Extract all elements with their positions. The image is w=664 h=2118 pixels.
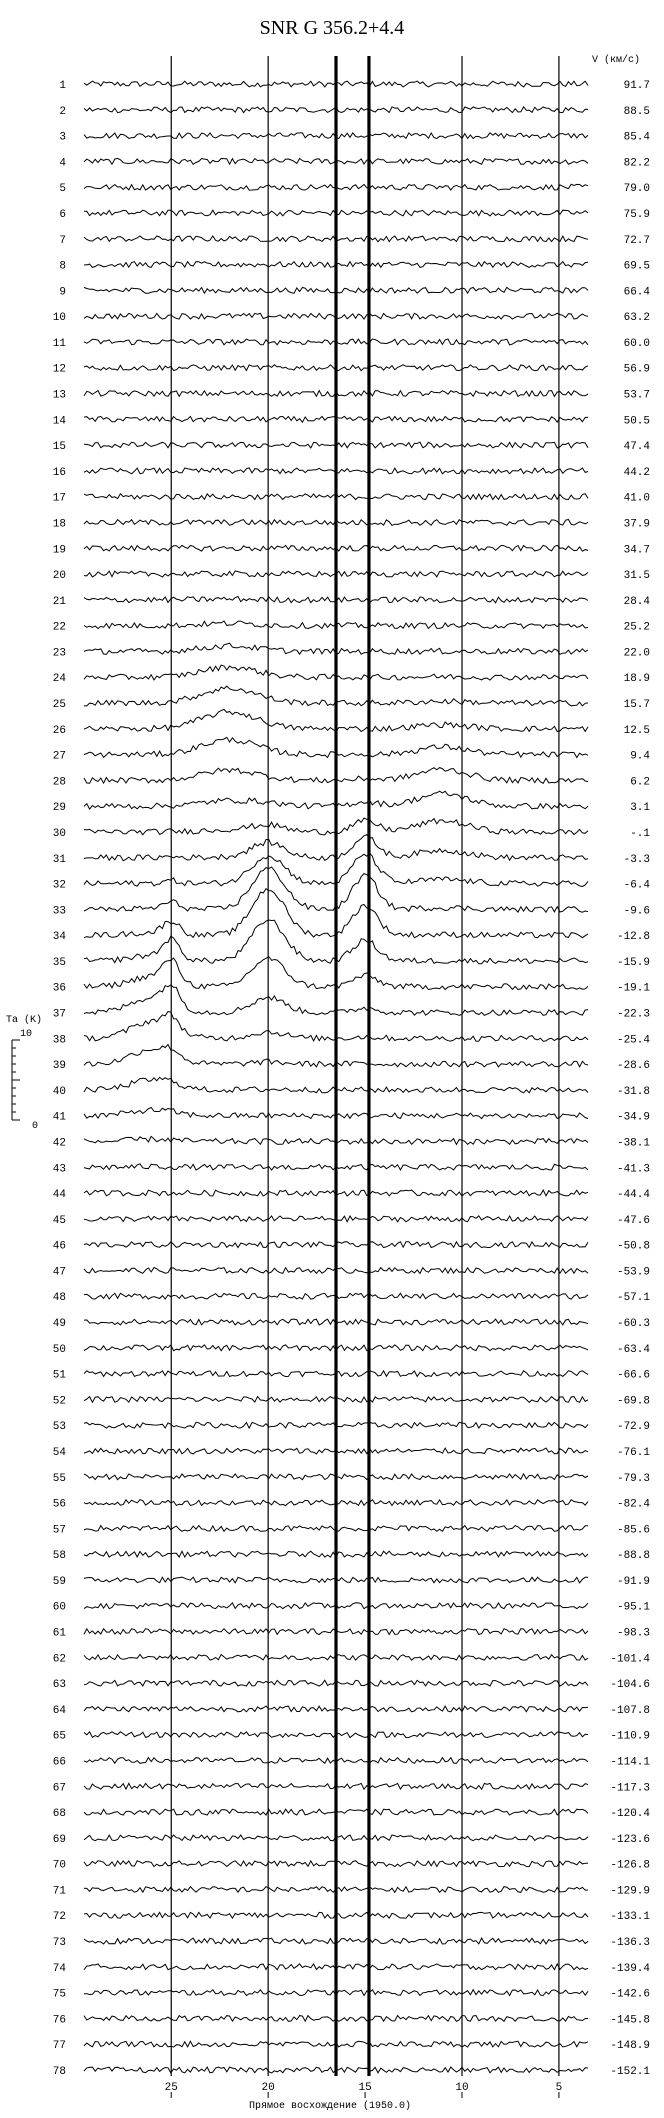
velocity-label-72: -133.1 <box>610 1911 650 1924</box>
velocity-label-43: -41.3 <box>616 1163 650 1176</box>
velocity-label-35: -15.9 <box>616 956 650 969</box>
row-label-41: 41 <box>52 1111 66 1124</box>
row-label-77: 77 <box>52 2040 66 2053</box>
velocity-label-48: -57.1 <box>616 1292 650 1305</box>
row-label-64: 64 <box>52 1704 66 1717</box>
row-label-53: 53 <box>52 1421 66 1434</box>
row-label-28: 28 <box>52 776 66 789</box>
row-label-36: 36 <box>52 982 66 995</box>
velocity-label-58: -88.8 <box>616 1550 650 1563</box>
velocity-label-55: -79.3 <box>616 1472 650 1485</box>
row-label-73: 73 <box>52 1937 66 1950</box>
row-label-72: 72 <box>52 1911 66 1924</box>
velocity-label-49: -60.3 <box>616 1318 650 1331</box>
velocity-label-17: 41.0 <box>623 492 650 505</box>
row-label-27: 27 <box>52 750 66 763</box>
row-label-75: 75 <box>52 1988 66 2001</box>
row-label-71: 71 <box>52 1885 66 1898</box>
velocity-label-78: -152.1 <box>610 2066 650 2078</box>
velocity-label-62: -101.4 <box>610 1653 650 1666</box>
velocity-label-67: -117.3 <box>610 1782 650 1795</box>
row-label-23: 23 <box>52 647 66 660</box>
row-label-46: 46 <box>52 1240 66 1253</box>
velocity-label-52: -69.8 <box>616 1395 650 1408</box>
velocity-label-1: 91.7 <box>623 80 650 92</box>
row-label-1: 1 <box>59 80 66 92</box>
velocity-label-60: -95.1 <box>616 1601 650 1614</box>
velocity-label-73: -136.3 <box>610 1937 650 1950</box>
velocity-label-61: -98.3 <box>616 1627 650 1640</box>
row-label-52: 52 <box>52 1395 66 1408</box>
row-label-24: 24 <box>52 673 66 686</box>
x-axis <box>165 2082 563 2098</box>
velocity-label-66: -114.1 <box>610 1756 650 1769</box>
row-label-16: 16 <box>52 466 66 479</box>
velocity-label-38: -25.4 <box>616 1034 650 1047</box>
row-label-42: 42 <box>52 1137 66 1150</box>
chart-title: SNR G 356.2+4.4 <box>259 17 405 39</box>
velocity-label-2: 88.5 <box>623 105 650 118</box>
velocity-label-68: -120.4 <box>610 1808 650 1821</box>
row-label-6: 6 <box>59 208 66 221</box>
row-label-26: 26 <box>52 724 66 737</box>
row-label-63: 63 <box>52 1679 66 1692</box>
velocity-label-19: 34.7 <box>623 544 650 557</box>
velocity-label-34: -12.8 <box>616 931 650 944</box>
velocity-label-70: -126.8 <box>610 1859 650 1872</box>
row-label-11: 11 <box>52 337 66 350</box>
velocity-label-3: 85.4 <box>623 131 650 144</box>
row-label-18: 18 <box>52 518 66 531</box>
row-label-22: 22 <box>52 621 66 634</box>
velocity-header: V (км/с) <box>591 55 640 66</box>
row-label-60: 60 <box>52 1601 66 1614</box>
row-label-56: 56 <box>52 1498 66 1511</box>
row-label-74: 74 <box>52 1962 66 1975</box>
x-tick-label-5: 5 <box>555 2082 563 2094</box>
row-label-31: 31 <box>52 853 66 866</box>
velocity-labels <box>610 80 650 2078</box>
velocity-label-20: 31.5 <box>623 570 650 583</box>
velocity-label-10: 63.2 <box>623 312 650 325</box>
row-label-65: 65 <box>52 1730 66 1743</box>
velocity-label-33: -9.6 <box>623 905 650 918</box>
row-label-57: 57 <box>52 1524 66 1537</box>
row-label-58: 58 <box>52 1550 66 1563</box>
velocity-label-42: -38.1 <box>616 1137 650 1150</box>
row-label-30: 30 <box>52 827 66 840</box>
row-label-43: 43 <box>52 1163 66 1176</box>
ta-scale-top: 10 <box>20 1029 33 1040</box>
row-label-70: 70 <box>52 1859 66 1872</box>
row-label-54: 54 <box>52 1446 66 1459</box>
velocity-label-53: -72.9 <box>616 1421 650 1434</box>
velocity-label-21: 28.4 <box>623 595 650 608</box>
velocity-label-56: -82.4 <box>616 1498 650 1511</box>
velocity-label-54: -76.1 <box>616 1446 650 1459</box>
velocity-label-69: -123.6 <box>610 1833 650 1846</box>
row-label-15: 15 <box>52 441 66 454</box>
ta-scale-bottom: 0 <box>32 1121 39 1132</box>
row-label-55: 55 <box>52 1472 66 1485</box>
ta-scale-bar <box>6 1014 42 1132</box>
velocity-label-40: -31.8 <box>616 1085 650 1098</box>
row-label-45: 45 <box>52 1214 66 1227</box>
velocity-label-50: -63.4 <box>616 1343 650 1356</box>
row-label-7: 7 <box>59 234 66 247</box>
velocity-label-47: -53.9 <box>616 1266 650 1279</box>
velocity-label-76: -145.8 <box>610 2014 650 2027</box>
row-label-69: 69 <box>52 1833 66 1846</box>
velocity-label-36: -19.1 <box>616 982 650 995</box>
velocity-label-65: -110.9 <box>610 1730 650 1743</box>
velocity-label-29: 3.1 <box>630 802 650 815</box>
velocity-label-12: 56.9 <box>623 363 650 376</box>
row-label-3: 3 <box>59 131 66 144</box>
row-label-32: 32 <box>52 879 66 892</box>
velocity-label-5: 79.0 <box>623 183 650 196</box>
row-label-35: 35 <box>52 956 66 969</box>
velocity-label-63: -104.6 <box>610 1679 650 1692</box>
row-label-19: 19 <box>52 544 66 557</box>
x-tick-label-10: 10 <box>455 2082 469 2094</box>
row-label-48: 48 <box>52 1292 66 1305</box>
velocity-label-71: -129.9 <box>610 1885 650 1898</box>
velocity-label-15: 47.4 <box>623 441 650 454</box>
row-label-5: 5 <box>59 183 66 196</box>
row-label-51: 51 <box>52 1369 66 1382</box>
velocity-label-18: 37.9 <box>623 518 650 531</box>
row-label-59: 59 <box>52 1575 66 1588</box>
velocity-label-44: -44.4 <box>616 1189 650 1202</box>
velocity-label-4: 82.2 <box>623 157 650 170</box>
ra-grid-lines <box>171 56 559 2076</box>
velocity-label-46: -50.8 <box>616 1240 650 1253</box>
x-axis-label: Прямое восхождение (1950.0) <box>248 2101 412 2112</box>
row-label-33: 33 <box>52 905 66 918</box>
velocity-label-24: 18.9 <box>623 673 650 686</box>
velocity-label-16: 44.2 <box>623 466 650 479</box>
row-label-25: 25 <box>52 699 66 712</box>
velocity-label-6: 75.9 <box>623 208 650 221</box>
row-label-8: 8 <box>59 260 66 273</box>
row-label-9: 9 <box>59 286 66 299</box>
velocity-label-27: 9.4 <box>630 750 650 763</box>
row-label-14: 14 <box>52 415 66 428</box>
velocity-label-39: -28.6 <box>616 1060 650 1073</box>
velocity-label-41: -34.9 <box>616 1111 650 1124</box>
row-label-29: 29 <box>52 802 66 815</box>
row-label-20: 20 <box>52 570 66 583</box>
row-label-38: 38 <box>52 1034 66 1047</box>
row-label-37: 37 <box>52 1008 66 1021</box>
row-label-40: 40 <box>52 1085 66 1098</box>
row-number-labels <box>53 80 67 2078</box>
row-label-44: 44 <box>52 1189 66 1202</box>
velocity-label-45: -47.6 <box>616 1214 650 1227</box>
velocity-label-37: -22.3 <box>616 1008 650 1021</box>
velocity-label-57: -85.6 <box>616 1524 650 1537</box>
velocity-label-51: -66.6 <box>616 1369 650 1382</box>
velocity-label-13: 53.7 <box>623 389 650 402</box>
velocity-label-22: 25.2 <box>623 621 650 634</box>
row-label-61: 61 <box>52 1627 66 1640</box>
velocity-label-77: -148.9 <box>610 2040 650 2053</box>
velocity-label-31: -3.3 <box>623 853 650 866</box>
velocity-label-28: 6.2 <box>630 776 650 789</box>
row-label-67: 67 <box>52 1782 66 1795</box>
velocity-label-75: -142.6 <box>610 1988 650 2001</box>
x-tick-label-25: 25 <box>164 2082 178 2094</box>
velocity-label-32: -6.4 <box>623 879 650 892</box>
row-label-76: 76 <box>52 2014 66 2027</box>
row-label-17: 17 <box>52 492 66 505</box>
x-tick-label-20: 20 <box>261 2082 275 2094</box>
row-label-21: 21 <box>52 595 66 608</box>
velocity-label-25: 15.7 <box>623 699 650 712</box>
row-label-62: 62 <box>52 1653 66 1666</box>
velocity-label-74: -139.4 <box>610 1962 650 1975</box>
velocity-label-9: 66.4 <box>623 286 650 299</box>
velocity-label-59: -91.9 <box>616 1575 650 1588</box>
row-label-50: 50 <box>52 1343 66 1356</box>
row-label-47: 47 <box>52 1266 66 1279</box>
row-label-66: 66 <box>52 1756 66 1769</box>
row-label-39: 39 <box>52 1060 66 1073</box>
row-label-78: 78 <box>52 2066 66 2078</box>
row-label-10: 10 <box>52 312 66 325</box>
velocity-label-11: 60.0 <box>623 337 650 350</box>
row-label-12: 12 <box>52 363 66 376</box>
velocity-label-7: 72.7 <box>623 234 650 247</box>
velocity-label-8: 69.5 <box>623 260 650 273</box>
row-label-68: 68 <box>52 1808 66 1821</box>
x-tick-label-15: 15 <box>358 2082 372 2094</box>
velocity-label-23: 22.0 <box>623 647 650 660</box>
velocity-label-64: -107.8 <box>610 1704 650 1717</box>
row-label-49: 49 <box>52 1318 66 1331</box>
ta-scale-label: Ta (K) <box>6 1015 43 1026</box>
velocity-label-26: 12.5 <box>623 724 650 737</box>
velocity-label-30: -.1 <box>630 827 650 840</box>
row-label-2: 2 <box>59 105 66 118</box>
row-label-34: 34 <box>52 931 66 944</box>
velocity-label-14: 50.5 <box>623 415 650 428</box>
row-label-13: 13 <box>52 389 66 402</box>
row-label-4: 4 <box>59 157 66 170</box>
